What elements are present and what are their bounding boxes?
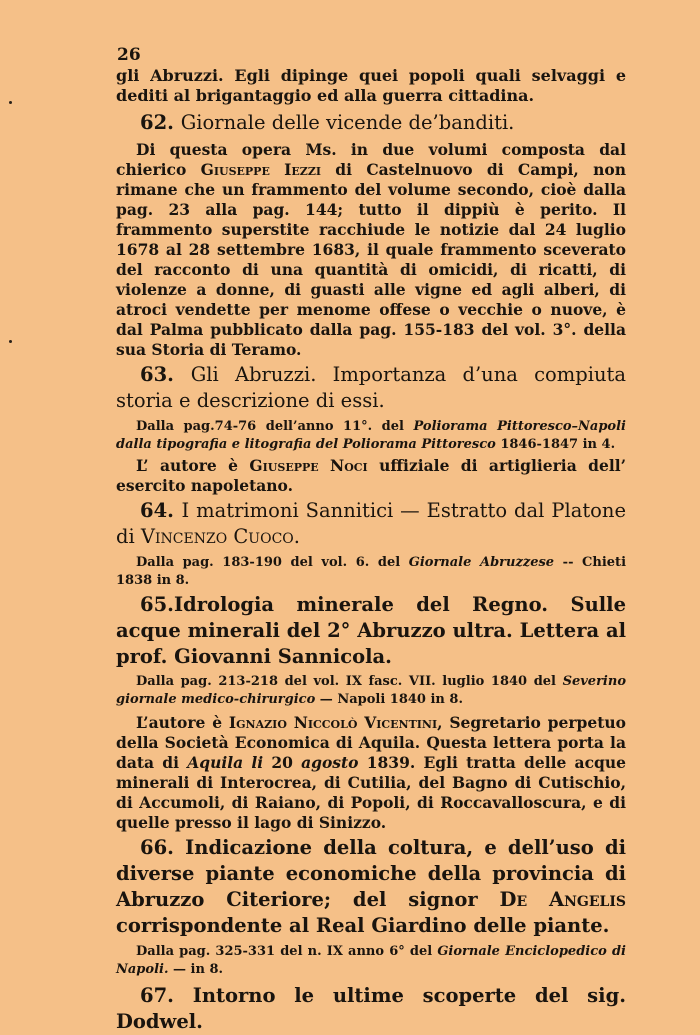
page-number: 26 <box>117 45 141 65</box>
entry-66 <box>116 835 626 979</box>
entry-title: 64. I matrimoni Sannitici — Estratto dal Platone di Vincenzo Cuoco. <box>116 499 626 548</box>
book-page <box>116 44 626 1035</box>
entry-title: 63. Gli Abruzzi. Importanza d’una compiuta storia e descrizione di essi. <box>116 363 626 412</box>
entry-title: 66. Indicazione della coltura, e dell’uso di diverse piante economiche della provincia di Abruzzo Citeriore; del signor De Angelis corrispondente al Real Giardino delle piante. <box>116 836 626 937</box>
entry-65 <box>116 592 626 833</box>
entry-source: Dalla pag. 325-331 del n. IX anno 6° del Giornale Enciclopedico di Napoli. — in 8. <box>116 944 626 977</box>
entry-title: 67. Intorno le ultime scoperte del sig. Dodwel. <box>116 984 626 1033</box>
entry-description: Di questa opera Ms. in due volumi composta dal chierico Giuseppe Iezzi di Castelnuovo di Campi, non rimane che un frammento del volume secondo, cioè dalla pag. 23 alla pag. 144; tutto il dippiù è perito. Il frammento superstite racchiude le notizie dal 24 luglio 1678 al 28 settembre 1683, il quale frammento sceverato del racconto di una quantità di omicidi, di ricatti, di violenze a donne, di guasti alle vigne ed agli alberi, di atroci vendette per menome offese o vecchie o nuove, è dal Palma pubblicato dalla pag. 155-183 del vol. 3°. della sua Storia di Teramo. <box>116 140 627 359</box>
entry-description: L’ autore è Giuseppe Noci uffiziale di artiglieria dell’ esercito napoletano. <box>116 456 626 495</box>
entry-description: L’autore è Ignazio Niccolò Vicentini, Segretario perpetuo della Società Economica di Aquila. Questa lettera porta la data di Aquila li 20 agosto 1839. Egli tratta delle acque minerali di Interocrea, di Cutilia, del Bagno di Cutischio, di Accumoli, di Raiano, di Popoli, di Roccavalloscura, e di quelle presso il lago di Sinizzo. <box>116 713 627 832</box>
entry-64 <box>116 498 626 590</box>
entry-source: Dalla pag. 183-190 del vol. 6. del Giornale Abruzzese -- Chieti 1838 in 8. <box>116 555 627 588</box>
entry-title: 65.Idrologia minerale del Regno. Sulle acque minerali del 2° Abruzzo ultra. Lettera al prof. Giovanni Sannicola. <box>116 593 626 668</box>
margin-mark <box>9 340 12 343</box>
entry-source: Dalla pag.74-76 dell’anno 11°. del Poliorama Pittoresco–Napoli dalla tipografia e litografia del Poliorama Pittoresco 1846-1847 in 4. <box>116 419 626 452</box>
margin-mark <box>9 101 12 104</box>
entry-62 <box>116 110 626 360</box>
entry-67 <box>116 983 626 1035</box>
entry-title: 62. Giornale delle vicende de’banditi. <box>140 111 515 134</box>
entry-63 <box>116 362 626 496</box>
intro-paragraph: gli Abruzzi. Egli dipinge quei popoli quali selvaggi e dediti al brigantaggio ed alla guerra cittadina. <box>116 66 626 105</box>
entry-source: Dalla pag. 213-218 del vol. IX fasc. VII. luglio 1840 del Severino giornale medico-chirurgico — Napoli 1840 in 8. <box>116 674 626 707</box>
